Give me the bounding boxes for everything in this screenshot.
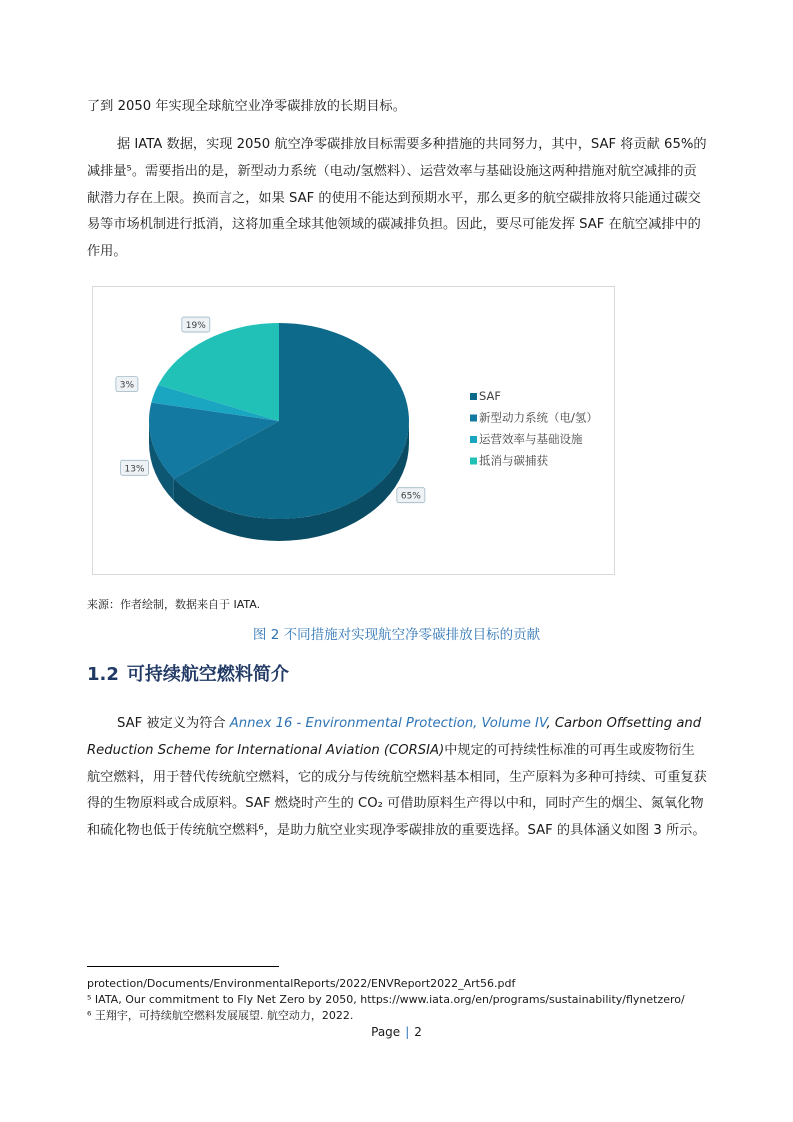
legend-swatch-4 <box>470 458 477 465</box>
data-label-4: 19% <box>185 321 206 332</box>
data-label-2: 13% <box>124 464 145 475</box>
legend-swatch-2 <box>470 415 477 422</box>
legend-label-1: SAF <box>479 389 501 403</box>
page-separator: | <box>405 1025 410 1039</box>
figure-caption: 图 2 不同措施对实现航空净零碳排放目标的贡献 <box>252 627 541 643</box>
body-paragraph-iata: 据 IATA 数据，实现 2050 航空净零碳排放目标需要多种措施的共同努力，其中，SAF 将贡献 65%的减排量⁵。需要指出的是，新型动力系统（电动/氢燃料）、运营效率与基础设施这两种措施对航空减排的贡献潜力存在上限。换而言之，如果 SAF 的使用不能达到预期水平，那么更多的航空碳排放将只能通过碳交易等市场机制进行抵消，这将加重全球其他领域的碳减排负担。因此，要尽可能发挥 SAF 在航空减排中的作用。 <box>87 137 707 260</box>
legend-label-2: 新型动力系统（电/氢） <box>479 410 598 425</box>
footnote-6: ⁶ 王翔宇，可持续航空燃料发展展望. 航空动力，2022. <box>87 1009 354 1022</box>
pie-chart-svg <box>93 287 616 576</box>
figure-source: 来源：作者绘制，数据来自于 IATA. <box>87 598 261 611</box>
section-heading <box>87 660 289 686</box>
section-number: 1.2 <box>87 664 119 685</box>
body-paragraph-saf <box>87 711 707 845</box>
corsia-text: , Carbon Offsetting and Reduction Scheme for International Aviation (CORSIA) <box>87 716 702 758</box>
legend-label-3: 运营效率与基础设施 <box>479 432 583 446</box>
section-title: 可持续航空燃料简介 <box>126 664 289 685</box>
legend-swatch-1 <box>470 393 477 400</box>
page-number-value: 2 <box>414 1025 422 1039</box>
saf-rest: 中规定的可持续性标准的可再生或废物衍生航空燃料，用于替代传统航空燃料，它的成分与传统航空燃料基本相同，生产原料为多种可持续、可重复获得的生物原料或合成原料。SAF 燃烧时产生的 CO₂ 可借助原料生产得以中和，同时产生的烟尘、氮氧化物和硫化物也低于传统航空燃料⁶，是助力航空业实现净零碳排放的重要选择。SAF 的具体涵义如图 3 所示。 <box>87 742 707 839</box>
page-number <box>0 1025 793 1039</box>
page-label: Page <box>371 1025 401 1039</box>
data-label-3: 3% <box>119 380 135 391</box>
annex16-link[interactable]: Annex 16 - Environmental Protection, Volume IV <box>229 716 547 731</box>
footnote-rule <box>87 966 279 967</box>
footnote-5: ⁵ IATA, Our commitment to Fly Net Zero by 2050, https://www.iata.org/en/programs/sustainability/flynetzero/ <box>87 993 685 1006</box>
pie-chart <box>92 286 615 575</box>
data-label-1: 65% <box>400 491 421 502</box>
body-paragraph-continued: 了到 2050 年实现全球航空业净零碳排放的长期目标。 <box>87 99 406 114</box>
legend-swatch-3 <box>470 436 477 443</box>
footnote-continued: protection/Documents/EnvironmentalReports/2022/ENVReport2022_Art56.pdf <box>87 977 516 990</box>
legend-label-4: 抵消与碳捕获 <box>479 453 548 468</box>
saf-intro: SAF 被定义为符合 <box>117 716 230 731</box>
